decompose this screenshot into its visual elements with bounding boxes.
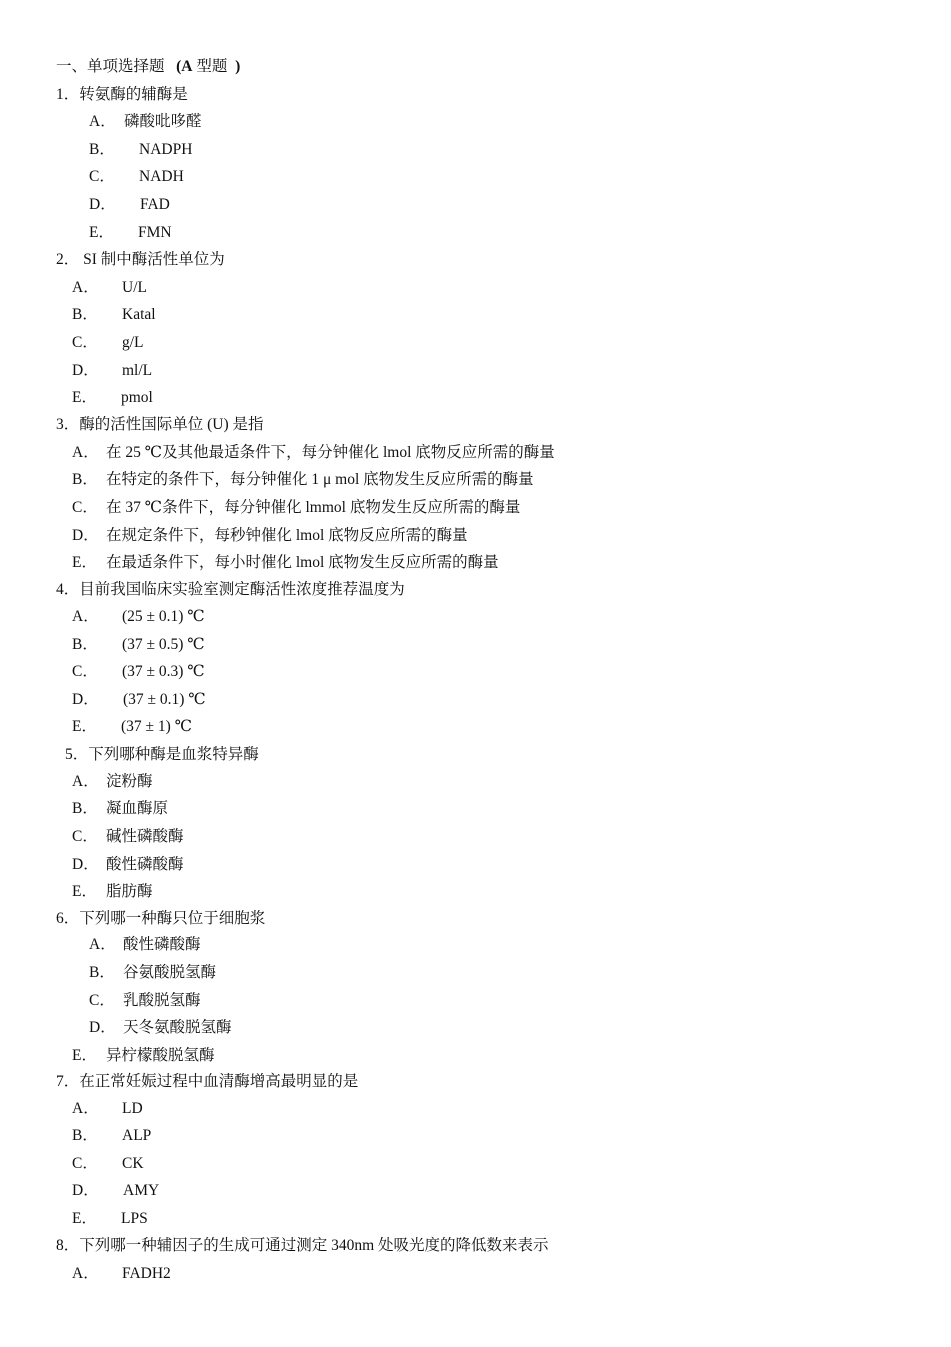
option-text: (37 ± 0.3) ℃ bbox=[122, 663, 205, 680]
option-text: 淀粉酶 bbox=[106, 773, 153, 790]
option-label: E． bbox=[72, 1210, 97, 1227]
question-6-option-e bbox=[72, 1047, 215, 1065]
question-5-option-c bbox=[72, 828, 184, 846]
option-label: B． bbox=[72, 800, 98, 817]
question-3-option-a bbox=[72, 444, 555, 462]
option-label: D． bbox=[72, 527, 99, 544]
option-label: B． bbox=[89, 141, 115, 158]
option-text: Katal bbox=[122, 306, 156, 323]
question-1-option-a bbox=[89, 113, 202, 131]
option-label: A． bbox=[89, 113, 116, 130]
question-8-stem: 8．下列哪一种辅因子的生成可通过测定 340nm 处吸光度的降低数来表示 bbox=[56, 1237, 549, 1254]
question-3-option-b bbox=[72, 471, 534, 489]
option-text: 在 37 ℃条件下，每分钟催化 lmmol 底物发生反应所需的酶量 bbox=[106, 499, 521, 516]
option-label: C． bbox=[72, 499, 98, 516]
option-text: 在 25 ℃及其他最适条件下，每分钟催化 lmol 底物反应所需的酶量 bbox=[106, 444, 555, 461]
option-label: B． bbox=[72, 636, 98, 653]
question-7-option-d bbox=[72, 1182, 159, 1200]
question-6-option-d bbox=[89, 1019, 232, 1037]
question-7-option-e bbox=[72, 1210, 148, 1228]
question-3-option-e bbox=[72, 554, 499, 572]
question-7-option-a bbox=[72, 1100, 143, 1118]
question-1-option-b bbox=[89, 141, 192, 159]
question-5-option-d bbox=[72, 856, 184, 874]
question-type-text: 型题 bbox=[196, 58, 228, 75]
option-label: C． bbox=[72, 334, 98, 351]
option-label: B． bbox=[72, 471, 98, 488]
question-5-option-b bbox=[72, 800, 168, 818]
option-label: D． bbox=[72, 1182, 99, 1199]
option-label: B． bbox=[72, 1127, 98, 1144]
question-3-stem: 3．酶的活性国际单位 (U) 是指 bbox=[56, 416, 264, 433]
option-label: E． bbox=[72, 554, 97, 571]
option-text: (37 ± 0.1) ℃ bbox=[123, 691, 206, 708]
question-2-option-a bbox=[72, 279, 147, 297]
option-text: 凝血酶原 bbox=[106, 800, 169, 817]
question-3-option-c bbox=[72, 499, 520, 517]
option-label: B． bbox=[72, 306, 98, 323]
question-2-option-b bbox=[72, 306, 156, 324]
question-2-option-e bbox=[72, 389, 153, 407]
option-label: A． bbox=[72, 773, 99, 790]
question-6-option-c bbox=[89, 992, 201, 1010]
option-label: E． bbox=[72, 883, 97, 900]
question-5-stem: 5．下列哪种酶是血浆特异酶 bbox=[65, 746, 259, 763]
question-1-option-e bbox=[89, 224, 172, 242]
question-type-close: ) bbox=[235, 58, 241, 75]
question-6-stem: 6．下列哪一种酶只位于细胞浆 bbox=[56, 910, 266, 927]
option-text: FADH2 bbox=[122, 1265, 171, 1282]
option-text: 在规定条件下，每秒钟催化 lmol 底物反应所需的酶量 bbox=[106, 527, 468, 544]
question-4-option-d bbox=[72, 691, 206, 709]
option-text: ALP bbox=[122, 1127, 152, 1144]
option-text: U/L bbox=[122, 279, 147, 296]
option-text: (37 ± 0.5) ℃ bbox=[122, 636, 205, 653]
question-4-option-b bbox=[72, 636, 205, 654]
option-label: A． bbox=[72, 1100, 99, 1117]
section-title bbox=[56, 58, 240, 76]
option-text: ml/L bbox=[122, 362, 153, 379]
option-label: B． bbox=[89, 964, 115, 981]
option-label: D． bbox=[89, 1019, 116, 1036]
option-text: FMN bbox=[138, 224, 172, 241]
option-label: E． bbox=[89, 224, 114, 241]
option-label: C． bbox=[72, 1155, 98, 1172]
question-2-stem: 2． SI 制中酶活性单位为 bbox=[56, 251, 225, 268]
option-text: 磷酸吡哆醛 bbox=[124, 113, 202, 130]
option-text: 天冬氨酸脱氢酶 bbox=[123, 1019, 232, 1036]
option-text: 酸性磷酸酶 bbox=[123, 936, 201, 953]
option-label: A． bbox=[72, 279, 99, 296]
question-1-option-c bbox=[89, 168, 184, 186]
option-text: FAD bbox=[140, 196, 170, 213]
option-text: g/L bbox=[122, 334, 144, 351]
question-7-option-c bbox=[72, 1155, 144, 1173]
option-label: E． bbox=[72, 1047, 97, 1064]
question-3-option-d bbox=[72, 527, 468, 545]
option-label: A． bbox=[72, 1265, 99, 1282]
option-text: AMY bbox=[123, 1182, 160, 1199]
option-label: C． bbox=[89, 168, 115, 185]
option-label: C． bbox=[89, 992, 115, 1009]
question-6-option-a bbox=[89, 936, 201, 954]
option-text: 在最适条件下，每小时催化 lmol 底物发生反应所需的酶量 bbox=[106, 554, 499, 571]
option-text: pmol bbox=[121, 389, 153, 406]
option-text: 在特定的条件下，每分钟催化 1 μ mol 底物发生反应所需的酶量 bbox=[106, 471, 534, 488]
option-text: 酸性磷酸酶 bbox=[106, 856, 184, 873]
option-text: (25 ± 0.1) ℃ bbox=[122, 608, 205, 625]
question-4-stem: 4．目前我国临床实验室测定酶活性浓度推荐温度为 bbox=[56, 581, 405, 598]
question-4-option-e bbox=[72, 718, 192, 736]
option-label: D． bbox=[72, 856, 99, 873]
option-text: LPS bbox=[121, 1210, 148, 1227]
option-text: LD bbox=[122, 1100, 143, 1117]
option-text: 碱性磷酸酶 bbox=[106, 828, 184, 845]
question-1-stem: 1．转氨酶的辅酶是 bbox=[56, 86, 188, 103]
option-label: C． bbox=[72, 828, 98, 845]
question-5-option-e bbox=[72, 883, 153, 901]
question-2-option-d bbox=[72, 362, 152, 380]
question-5-option-a bbox=[72, 773, 153, 791]
question-7-option-b bbox=[72, 1127, 151, 1145]
question-4-option-c bbox=[72, 663, 205, 681]
option-label: D． bbox=[72, 362, 99, 379]
option-text: 谷氨酸脱氢酶 bbox=[123, 964, 217, 981]
option-label: E． bbox=[72, 389, 97, 406]
option-label: A． bbox=[89, 936, 116, 953]
question-4-option-a bbox=[72, 608, 205, 626]
option-label: C． bbox=[72, 663, 98, 680]
option-text: 异柠檬酸脱氢酶 bbox=[106, 1047, 215, 1064]
section-prefix: 一、单项选择题 bbox=[56, 58, 165, 75]
option-text: (37 ± 1) ℃ bbox=[121, 718, 193, 735]
option-text: 脂肪酶 bbox=[106, 883, 153, 900]
question-7-stem: 7．在正常妊娠过程中血清酶增高最明显的是 bbox=[56, 1073, 359, 1090]
option-label: D． bbox=[89, 196, 116, 213]
option-text: NADH bbox=[139, 168, 184, 185]
option-label: E． bbox=[72, 718, 97, 735]
option-text: NADPH bbox=[139, 141, 193, 158]
question-8-option-a bbox=[72, 1265, 171, 1283]
option-text: 乳酸脱氢酶 bbox=[123, 992, 201, 1009]
question-2-option-c bbox=[72, 334, 144, 352]
option-label: D． bbox=[72, 691, 99, 708]
option-label: A． bbox=[72, 608, 99, 625]
option-label: A． bbox=[72, 444, 99, 461]
question-6-option-b bbox=[89, 964, 216, 982]
question-1-option-d bbox=[89, 196, 170, 214]
question-type-open: (A bbox=[176, 58, 193, 75]
option-text: CK bbox=[122, 1155, 144, 1172]
